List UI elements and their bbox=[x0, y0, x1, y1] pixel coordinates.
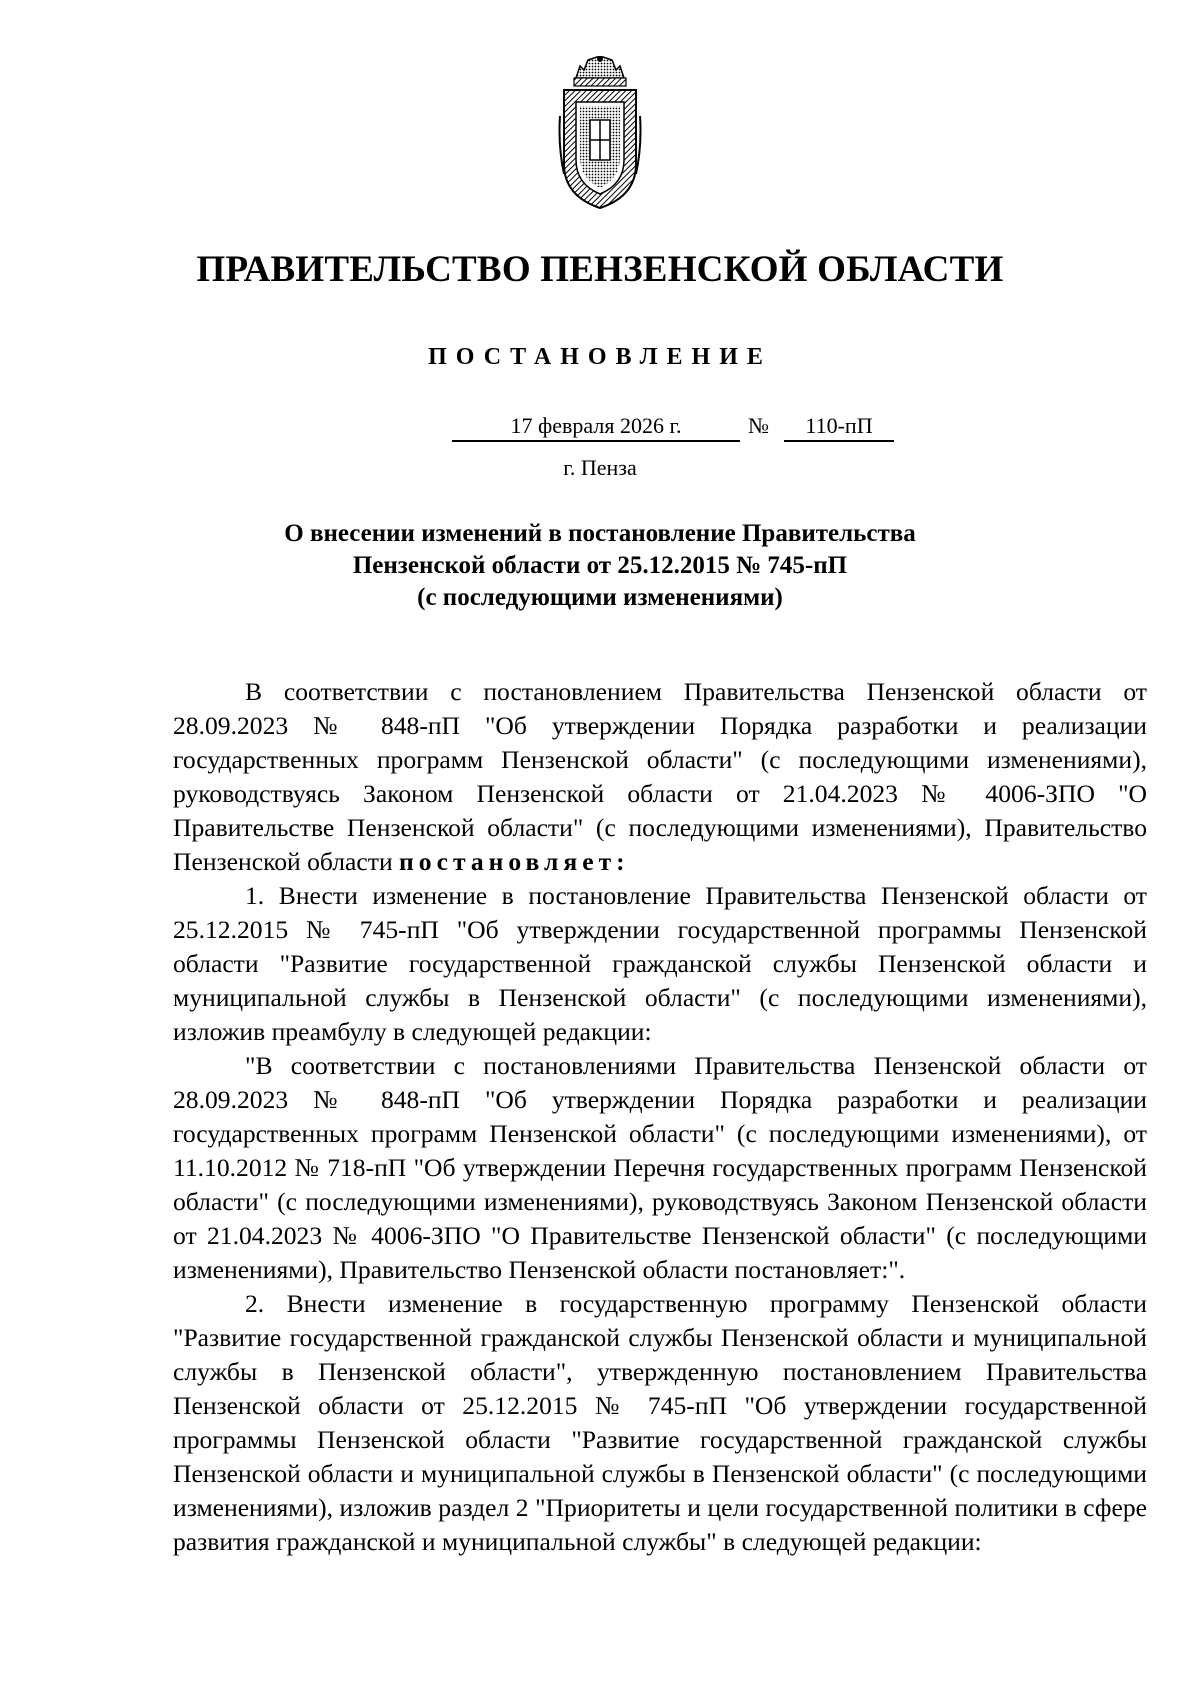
document-body bbox=[173, 675, 1147, 1559]
document-number: 110-пП bbox=[784, 413, 894, 442]
number-sign: № bbox=[748, 413, 769, 438]
subject-line: (с последующими изменениями) bbox=[417, 584, 783, 611]
body-paragraph bbox=[173, 675, 1147, 879]
org-title: ПРАВИТЕЛЬСТВО ПЕНЗЕНСКОЙ ОБЛАСТИ bbox=[196, 249, 1004, 290]
subject-line: О внесении изменений в постановление Правительства bbox=[284, 520, 916, 547]
document-city: г. Пенза bbox=[563, 455, 637, 480]
coat-of-arms-icon bbox=[558, 56, 642, 212]
subject-line: Пензенской области от 25.12.2015 № 745-пП bbox=[352, 552, 848, 579]
body-paragraph-text: В соответствии с постановлением Правительства Пензенской области от 28.09.2023 № 848-пП "Об утверждении Порядка разработки и реализации государственных программ Пензенской области" (с последующими изменениями), руководствуясь Законом Пензенской области от 21.04.2023 № 4006-ЗПО "О Правительстве Пензенской области" (с последующими изменениями), Правительство Пензенской области bbox=[173, 677, 1147, 876]
document-date: 17 февраля 2026 г. bbox=[452, 413, 740, 442]
document-type: ПОСТАНОВЛЕНИЕ bbox=[428, 344, 772, 370]
resolves-word: постановляет: bbox=[399, 847, 630, 876]
body-paragraph: 1. Внести изменение в постановление Правительства Пензенской области от 25.12.2015 № 745-пП "Об утверждении государственной программы Пензенской области "Развитие государственной гражданской службы Пензенской области и муниципальной службы в Пензенской области" (с последующими изменениями), изложив преамбулу в следующей редакции: bbox=[173, 881, 1147, 1046]
body-paragraph: "В соответствии с постановлениями Правительства Пензенской области от 28.09.2023 № 848-пП "Об утверждении Порядка разработки и реализации государственных программ Пензенской области" (с последующими изменениями), от 11.10.2012 № 718-пП "Об утверждении Перечня государственных программ Пензенской области" (с последующими изменениями), руководствуясь Законом Пензенской области от 21.04.2023 № 4006-ЗПО "О Правительстве Пензенской области" (с последующими изменениями), Правительство Пензенской области постановляет:". bbox=[173, 1051, 1147, 1284]
body-paragraph: 2. Внести изменение в государственную программу Пензенской области "Развитие государственной гражданской службы Пензенской области и муниципальной службы в Пензенской области", утвержденную постановлением Правительства Пензенской области от 25.12.2015 № 745-пП "Об утверждении государственной программы Пензенской области "Развитие государственной гражданской службы Пензенской области и муниципальной службы в Пензенской области" (с последующими изменениями), изложив раздел 2 "Приоритеты и цели государственной политики в сфере развития гражданской и муниципальной службы" в следующей редакции: bbox=[173, 1289, 1147, 1556]
document-subject bbox=[0, 518, 1200, 614]
